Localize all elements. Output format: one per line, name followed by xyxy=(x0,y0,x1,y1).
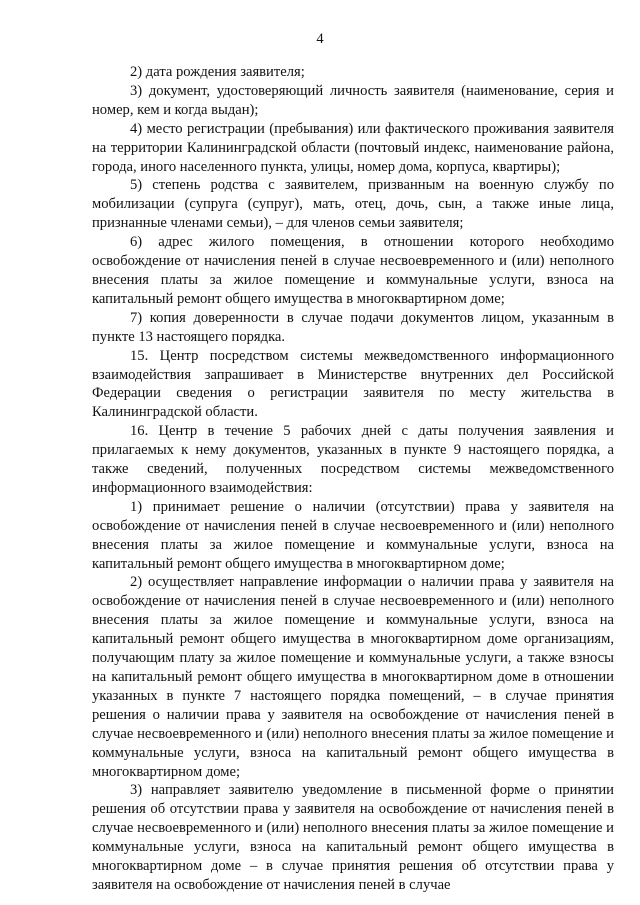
paragraph-item-2-birth-date: 2) дата рождения заявителя; xyxy=(130,64,305,80)
paragraph-item-3-identity-document: 3) документ, удостоверяющий личность заявителя (наименование, серия и номер, кем и когда выдан); xyxy=(92,82,614,118)
paragraph-item-4-registration-address: 4) место регистрации (пребывания) или фактического проживания заявителя на территории Калининградской области (почтовый индекс, наименование района, города, иного населенного пункта, улицы, номер дома, корпуса, квартиры); xyxy=(92,120,614,175)
paragraph-item-6-dwelling-address: 6) адрес жилого помещения, в отношении которого необходимо освобождение от начисления пеней в случае несвоевременного и (или) неполного внесения платы за жилое помещение и коммунальные услуги, взноса на капитальный ремонт общего имущества в многоквартирном доме; xyxy=(92,234,614,307)
paragraph-item-5-relationship-degree: 5) степень родства с заявителем, призванным на военную службу по мобилизации (супруга (супруг), мать, отец, дочь, сын, а также иные лица, признанные членами семьи), – для членов семьи заявителя; xyxy=(92,177,614,232)
paragraph-clause-16-item-3: 3) направляет заявителю уведомление в письменной форме о принятии решения об отсутствии права у заявителя на освобождение от начисления пеней в случае несвоевременного и (или) неполного внесения платы за жилое помещение и коммунальные услуги, взноса на капитальный ремонт общего имущества в многоквартирном доме – в случае принятия решения об отсутствии права у заявителя на освобождение от начисления пеней в случае xyxy=(92,782,614,893)
document-body xyxy=(92,63,614,895)
paragraph-clause-15: 15. Центр посредством системы межведомственного информационного взаимодействия запрашивает в Министерстве внутренних дел Российской Федерации сведения о регистрации заявителя по месту жительства в Калининградской области. xyxy=(92,347,614,421)
page-number: 4 xyxy=(316,31,324,47)
paragraph-clause-16: 16. Центр в течение 5 рабочих дней с даты получения заявления и прилагаемых к нему документов, указанных в пункте 9 настоящего порядка, а также сведений, полученных посредством системы межведомственного информационного взаимодействия: xyxy=(92,423,614,496)
paragraph-clause-16-item-1: 1) принимает решение о наличии (отсутствии) права у заявителя на освобождение от начисления пеней в случае несвоевременного и (или) неполного внесения платы за жилое помещение и коммунальные услуги, взноса на капитальный ремонт общего имущества в многоквартирном доме; xyxy=(92,498,614,572)
paragraph-item-7-power-of-attorney: 7) копия доверенности в случае подачи документов лицом, указанным в пункте 13 настоящего порядка. xyxy=(92,309,614,345)
paragraph-clause-16-item-2: 2) осуществляет направление информации о наличии права у заявителя на освобождение от начисления пеней в случае несвоевременного и (или) неполного внесения платы за жилое помещение и коммунальные услуги, взноса на капитальный ремонт общего имущества в многоквартирном доме организациям, получающим плату за жилое помещение и коммунальные услуги, а также взносы на капитальный ремонт общего имущества в многоквартирном доме в отношении указанных в пункте 7 настоящего порядка помещений, – в случае принятия решения о наличии права у заявителя на освобождение от начисления пеней в случае несвоевременного и (или) неполного внесения платы за жилое помещение и коммунальные услуги, взноса на капитальный ремонт общего имущества в многоквартирном доме; xyxy=(92,574,614,780)
